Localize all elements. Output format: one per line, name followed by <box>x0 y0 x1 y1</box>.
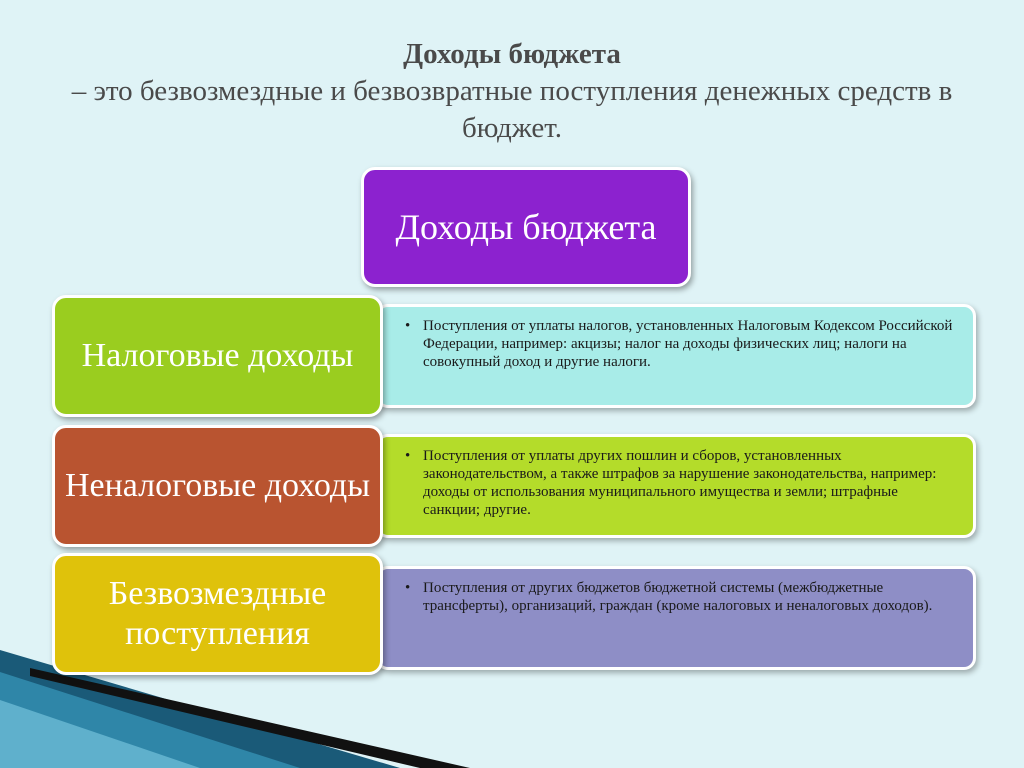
gratuitous-receipts-label: Безвозмездные поступления <box>108 575 327 652</box>
root-node-box <box>361 167 691 287</box>
nontax-description-box <box>376 434 976 538</box>
tax-description-box <box>376 304 976 408</box>
gratuitous-description-box <box>376 566 976 670</box>
bullet: • <box>405 580 411 596</box>
tax-income-box <box>52 295 383 417</box>
slide-title <box>60 36 964 147</box>
title-heading: Доходы бюджета <box>403 38 621 70</box>
tax-description-text: Поступления от уплаты налогов, установленных Налоговым Кодексом Российской Федерации, например: акцизы; налог на доходы физических лиц; налоги на совокупный доход и другие налоги. <box>423 318 953 370</box>
title-subtitle: – это безвозмездные и безвозвратные поступления денежных средств в бюджет. <box>71 75 953 144</box>
root-node-label: Доходы бюджета <box>395 207 657 247</box>
nontax-income-box <box>52 425 383 547</box>
nontax-income-label: Неналоговые доходы <box>64 467 371 504</box>
bullet: • <box>405 318 411 334</box>
gratuitous-description-text: Поступления от других бюджетов бюджетной системы (межбюджетные трансферты), организаций, граждан (кроме налоговых и неналоговых доходов). <box>423 580 933 614</box>
gratuitous-receipts-box <box>52 553 383 675</box>
bullet: • <box>405 448 411 464</box>
tax-income-label: Налоговые доходы <box>81 337 354 374</box>
nontax-description-text: Поступления от уплаты других пошлин и сборов, установленных законодательством, а также штрафов за нарушение законодательства, например: доходы от использования муниципального имущества и земли; штрафные санкции; другие. <box>423 448 937 518</box>
